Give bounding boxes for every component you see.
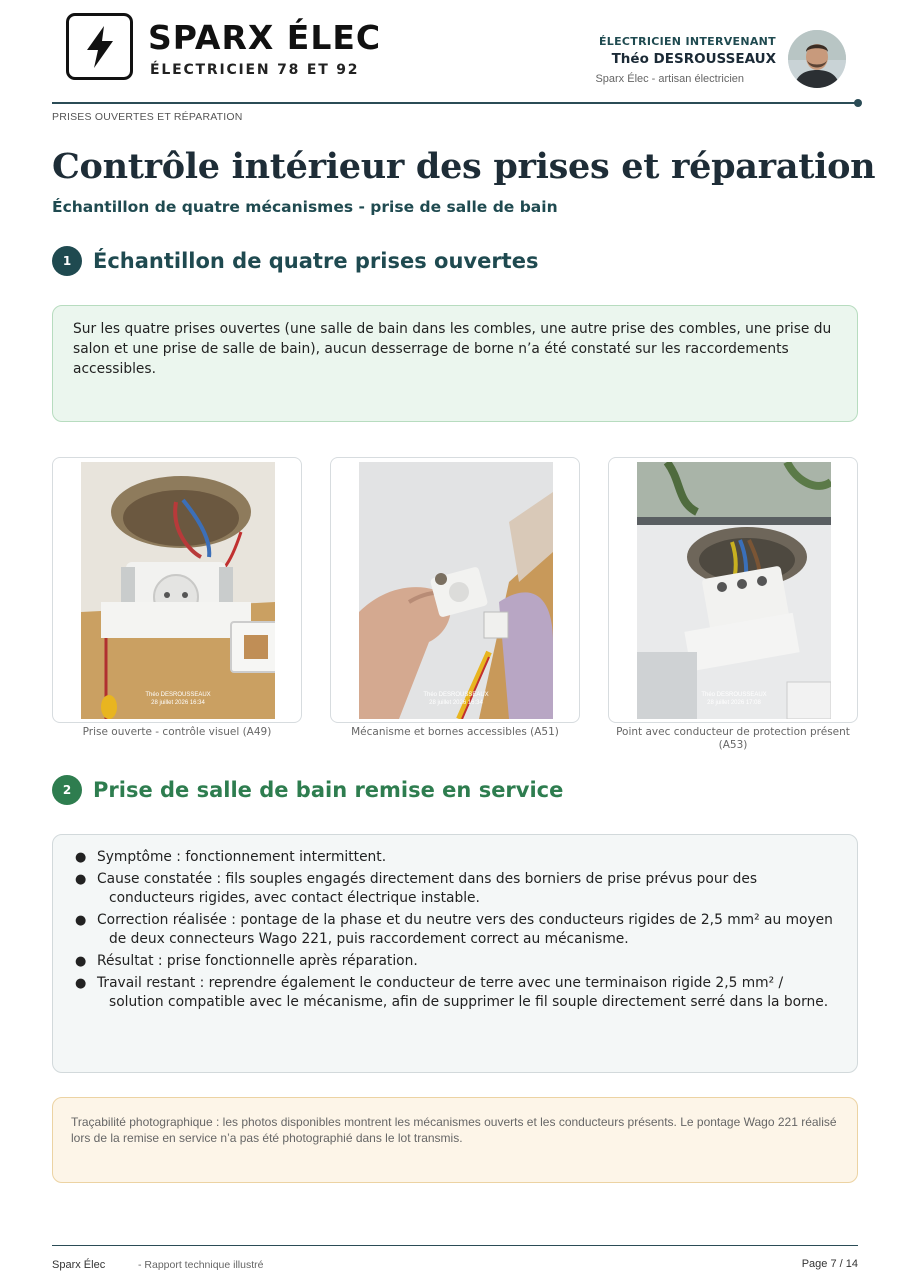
page-title: Contrôle intérieur des prises et réparation [52, 146, 876, 187]
photo-card-a49 [52, 457, 302, 723]
footer-company: Sparx Élec [52, 1259, 106, 1271]
repair-details-list [75, 848, 837, 1012]
page-header [0, 0, 910, 110]
photo-a51-watermark: Théo DESROUSSEAUX 28 juillet 2026 16:34 [423, 692, 489, 706]
photo-a49 [81, 462, 275, 719]
list-item: ● Correction réalisée : pontage de la phase et du neutre vers des conducteurs rigides de 2,5 mm² au moyen de deux connecteurs Wago 221, puis raccordement correct au mécanisme. [75, 912, 833, 947]
technician-avatar [788, 30, 846, 88]
section-2-heading [52, 774, 563, 806]
header-divider-dot [854, 99, 862, 107]
photo-a53-caption: Point avec conducteur de protection présent (A53) [616, 726, 850, 751]
brand-name: SPARX ÉLEC [148, 18, 382, 57]
repair-details-box [52, 834, 858, 1073]
header-divider [52, 102, 858, 104]
photo-a53 [637, 462, 831, 719]
section-2-number: 2 [52, 775, 82, 805]
photo-card-a53 [608, 457, 858, 723]
technician-name: Théo DESROUSSEAUX [611, 51, 776, 67]
photo-a53-watermark: Théo DESROUSSEAUX 28 juillet 2026 17:08 [701, 692, 767, 706]
list-item: ● Travail restant : reprendre également le conducteur de terre avec une terminaison rigide 2,5 mm² / solution compatible avec le mécanisme, afin de supprimer le fil souple directement serré dans la borne. [75, 975, 829, 1010]
list-item: ● Symptôme : fonctionnement intermittent. [75, 849, 387, 865]
footer-divider [52, 1245, 858, 1246]
section-1-title: Échantillon de quatre prises ouvertes [93, 249, 539, 273]
breadcrumb: PRISES OUVERTES ET RÉPARATION [52, 111, 243, 123]
traceability-note: Traçabilité photographique : les photos disponibles montrent les mécanismes ouverts et les conducteurs présents. Le pontage Wago 221 réalisé lors de la remise en service n’a pas été photographié dans le lot transmis. [52, 1097, 858, 1183]
list-item: ● Résultat : prise fonctionnelle après réparation. [75, 953, 418, 969]
photo-a51-caption: Mécanisme et bornes accessibles (A51) [351, 726, 559, 738]
lightning-bolt-icon [83, 24, 117, 70]
section-1-note: Sur les quatre prises ouvertes (une salle de bain dans les combles, une autre prise des combles, une prise du salon et une prise de salle de bain), aucun desserrage de borne n’a été constaté sur les raccordements accessibles. [52, 305, 858, 422]
technician-company: Sparx Élec - artisan électricien [595, 73, 744, 85]
section-1-heading [52, 245, 538, 277]
section-2-title: Prise de salle de bain remise en service [93, 778, 564, 802]
photo-card-a51 [330, 457, 580, 723]
list-item: ● Cause constatée : fils souples engagés directement dans des borniers de prise prévus pour des conducteurs rigides, avec contact électrique instable. [75, 871, 758, 906]
brand-tagline: ÉLECTRICIEN 78 ET 92 [150, 62, 360, 78]
photo-a49-watermark: Théo DESROUSSEAUX 28 juillet 2026 16:34 [145, 692, 211, 706]
page-subtitle: Échantillon de quatre mécanismes - prise de salle de bain [52, 198, 558, 216]
section-1-number: 1 [52, 246, 82, 276]
footer-report-label: - Rapport technique illustré [138, 1259, 264, 1271]
photo-a49-caption: Prise ouverte - contrôle visuel (A49) [82, 726, 272, 738]
technician-role: ÉLECTRICIEN INTERVENANT [598, 35, 776, 48]
page-number: Page 7 / 14 [801, 1258, 858, 1270]
brand-logo [66, 13, 133, 80]
photo-a51 [359, 462, 553, 719]
